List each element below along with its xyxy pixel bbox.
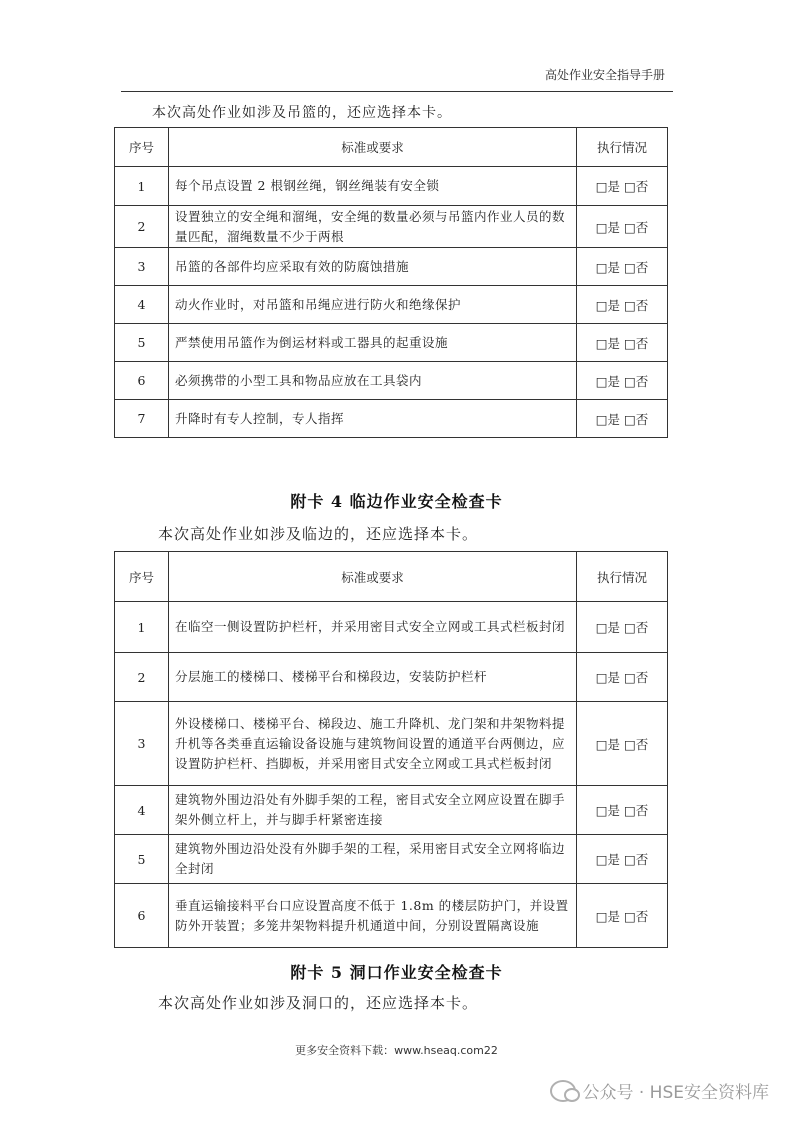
row-standard: 分层施工的楼梯口、楼梯平台和梯段边，安装防护栏杆 xyxy=(169,653,577,702)
table-row xyxy=(115,702,668,786)
table-row xyxy=(115,835,668,884)
table-header-row xyxy=(115,552,668,602)
table-row xyxy=(115,324,668,362)
section1-intro: 本次高处作业如涉及吊篮的，还应选择本卡。 xyxy=(152,105,452,121)
row-number: 3 xyxy=(115,248,169,286)
footer-download-text: 更多安全资料下载：www.hseaq.com22 xyxy=(295,1044,498,1057)
row-standard: 必须携带的小型工具和物品应放在工具袋内 xyxy=(169,362,577,400)
row-status: □是 □否 xyxy=(577,400,668,438)
col-header-standard: 标准或要求 xyxy=(169,128,577,167)
row-standard: 建筑物外围边沿处有外脚手架的工程，密目式安全立网应设置在脚手架外侧立杆上，并与脚手杆紧密连接 xyxy=(169,786,577,835)
table-row xyxy=(115,206,668,248)
header-title: 高处作业安全指导手册 xyxy=(544,68,665,82)
col-header-status: 执行情况 xyxy=(577,552,668,602)
col-header-standard: 标准或要求 xyxy=(169,552,577,602)
row-standard: 建筑物外围边沿处没有外脚手架的工程，采用密目式安全立网将临边全封闭 xyxy=(169,835,577,884)
row-status: □是 □否 xyxy=(577,324,668,362)
table-row xyxy=(115,884,668,948)
row-number: 6 xyxy=(115,362,169,400)
row-status: □是 □否 xyxy=(577,248,668,286)
table-row xyxy=(115,362,668,400)
row-number: 4 xyxy=(115,286,169,324)
edge-check-table xyxy=(114,551,668,948)
row-status: □是 □否 xyxy=(577,167,668,206)
table-row xyxy=(115,286,668,324)
row-number: 5 xyxy=(115,835,169,884)
watermark xyxy=(550,1078,769,1103)
row-number: 1 xyxy=(115,167,169,206)
row-status: □是 □否 xyxy=(577,884,668,948)
header-divider xyxy=(121,91,673,92)
row-number: 4 xyxy=(115,786,169,835)
col-header-status: 执行情况 xyxy=(577,128,668,167)
row-standard: 垂直运输接料平台口应设置高度不低于 1.8m 的楼层防护门，并设置防外开装置；多笼井架物料提升机通道中间，分别设置隔离设施 xyxy=(169,884,577,948)
row-number: 1 xyxy=(115,602,169,653)
row-standard: 严禁使用吊篮作为倒运材料或工器具的起重设施 xyxy=(169,324,577,362)
row-number: 6 xyxy=(115,884,169,948)
row-standard: 设置独立的安全绳和溜绳，安全绳的数量必须与吊篮内作业人员的数量匹配，溜绳数量不少于两根 xyxy=(169,206,577,248)
row-status: □是 □否 xyxy=(577,286,668,324)
basket-check-table xyxy=(114,127,668,438)
col-header-no: 序号 xyxy=(115,552,169,602)
row-status: □是 □否 xyxy=(577,362,668,400)
row-standard: 吊篮的各部件均应采取有效的防腐蚀措施 xyxy=(169,248,577,286)
row-status: □是 □否 xyxy=(577,602,668,653)
col-header-no: 序号 xyxy=(115,128,169,167)
row-status: □是 □否 xyxy=(577,702,668,786)
row-number: 5 xyxy=(115,324,169,362)
section3-title: 附卡 5 洞口作业安全检查卡 xyxy=(290,963,503,982)
row-number: 3 xyxy=(115,702,169,786)
row-status: □是 □否 xyxy=(577,206,668,248)
table-row xyxy=(115,167,668,206)
row-standard: 升降时有专人控制，专人指挥 xyxy=(169,400,577,438)
table-header-row xyxy=(115,128,668,167)
row-standard: 外设楼梯口、楼梯平台、梯段边、施工升降机、龙门架和井架物料提升机等各类垂直运输设备设施与建筑物间设置的通道平台两侧边，应设置防护栏杆、挡脚板，并采用密目式安全立网或工具式栏板封闭 xyxy=(169,702,577,786)
watermark-text: 公众号 · HSE安全资料库 xyxy=(582,1083,769,1103)
table-row xyxy=(115,400,668,438)
table-row xyxy=(115,602,668,653)
table-row xyxy=(115,248,668,286)
section3-intro: 本次高处作业如涉及洞口的，还应选择本卡。 xyxy=(158,994,479,1012)
row-status: □是 □否 xyxy=(577,835,668,884)
row-number: 2 xyxy=(115,206,169,248)
table-row xyxy=(115,653,668,702)
row-standard: 每个吊点设置 2 根钢丝绳，钢丝绳装有安全锁 xyxy=(169,167,577,206)
row-status: □是 □否 xyxy=(577,786,668,835)
row-status: □是 □否 xyxy=(577,653,668,702)
row-standard: 动火作业时，对吊篮和吊绳应进行防火和绝缘保护 xyxy=(169,286,577,324)
row-standard: 在临空一侧设置防护栏杆，并采用密目式安全立网或工具式栏板封闭 xyxy=(169,602,577,653)
table-row xyxy=(115,786,668,835)
section2-title: 附卡 4 临边作业安全检查卡 xyxy=(290,492,503,511)
wechat-icon xyxy=(550,1080,576,1102)
section2-intro: 本次高处作业如涉及临边的，还应选择本卡。 xyxy=(158,525,479,543)
row-number: 2 xyxy=(115,653,169,702)
row-number: 7 xyxy=(115,400,169,438)
